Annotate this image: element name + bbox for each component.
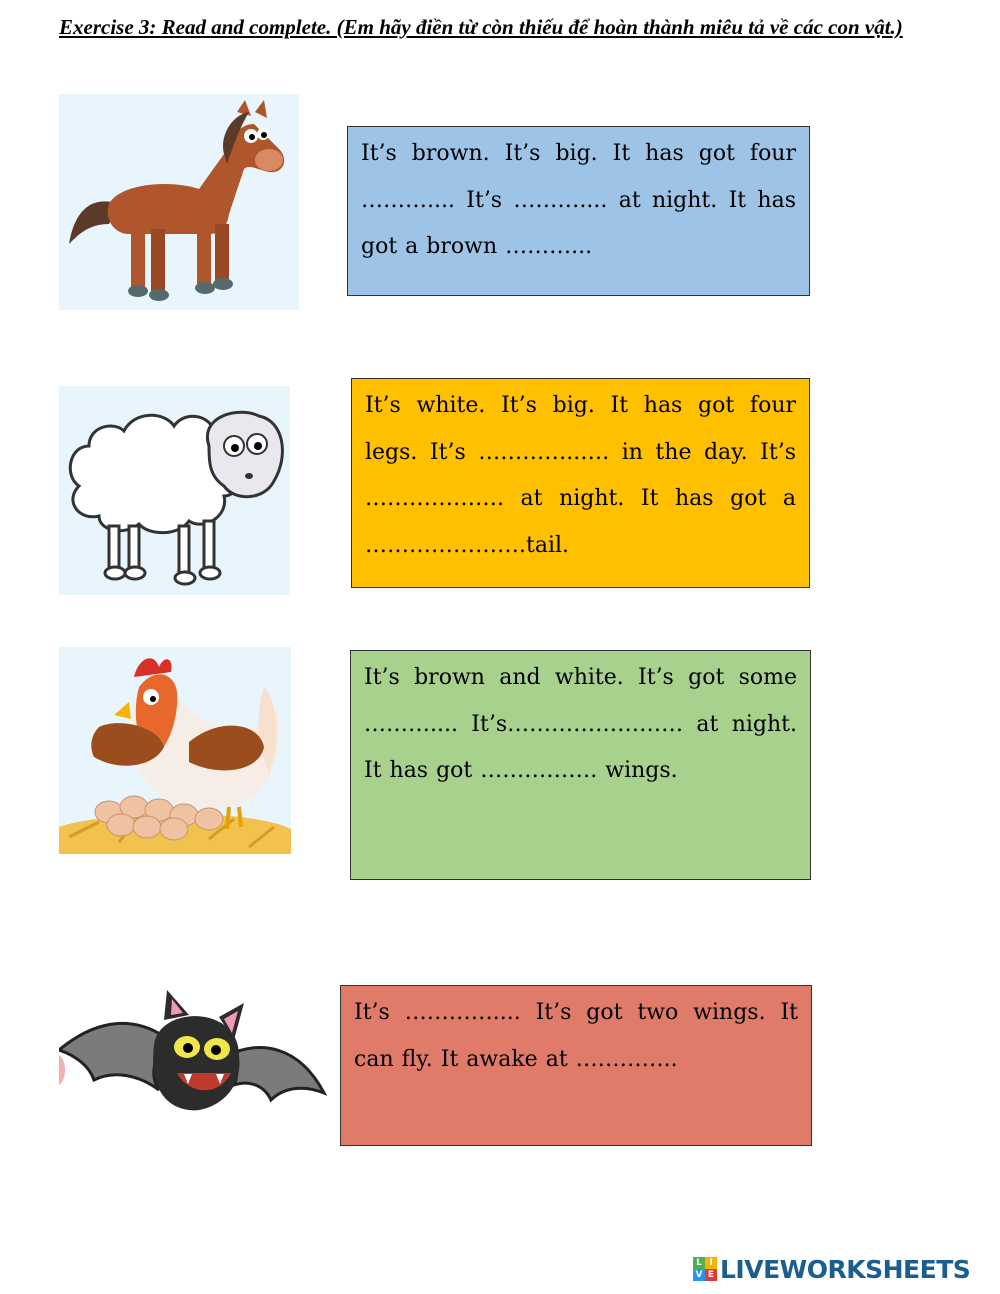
exercise-text-sheep: It’s white. It’s big. It has got four legs. It’s …………..…. in the day. It’s ………………. at night. It has got a ………………….tail. — [365, 393, 796, 558]
horse-icon — [59, 94, 299, 310]
exercise-box-bat — [340, 985, 812, 1146]
exercise-text-bat: It’s ………….... It’s got two wings. It can fly. It awake at ………….. — [354, 1000, 798, 1072]
exercise-box-horse — [347, 126, 810, 296]
exercise-box-sheep — [351, 378, 810, 588]
liveworksheets-logo-mark: L I V E — [693, 1257, 717, 1281]
exercise-title: Exercise 3: Read and complete. (Em hãy điền từ còn thiếu để hoàn thành miêu tả về các con vật.) — [59, 15, 903, 39]
exercise-text-horse: It’s brown. It’s big. It has got four ……….... It’s ……….... at night. It has got a brown ………... — [361, 141, 796, 259]
liveworksheets-logo-text: LIVEWORKSHEETS — [720, 1254, 971, 1284]
sheep-icon — [59, 386, 290, 595]
bat-icon — [59, 985, 327, 1115]
exercise-box-hen — [350, 650, 811, 880]
exercise-text-hen: It’s brown and white. It’s got some ……….... It’s…………………… at night. It has got ……………. wings. — [364, 665, 797, 783]
hen-icon — [59, 647, 291, 854]
liveworksheets-logo — [693, 1254, 970, 1284]
